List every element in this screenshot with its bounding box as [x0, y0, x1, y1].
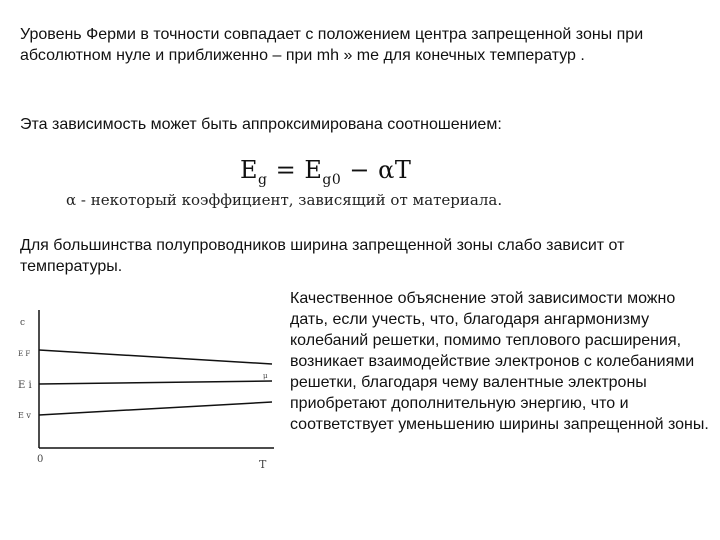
label-ev: E v [18, 411, 31, 420]
line-fermi-level [39, 350, 272, 364]
formula-lhs-sub: g [258, 171, 268, 188]
formula-rest: − αT [341, 156, 412, 184]
paragraph-temperature-dependence: Для большинства полупроводников ширина запрещенной зоны слабо зависит от температуры. [20, 237, 625, 275]
label-ef: E F [18, 350, 31, 358]
paragraph-approximation: Эта зависимость может быть аппроксимирована соотношением: [20, 116, 502, 133]
label-mu: μ [263, 372, 268, 380]
formula-lhs: E [240, 156, 259, 184]
energy-temperature-graph [12, 300, 282, 480]
formula-eq: = E [267, 156, 323, 184]
bandgap-formula [240, 156, 411, 188]
paragraph-explanation: Качественное объяснение этой зависимости можно дать, если учесть, что, благодаря ангармонизму колебаний решетки, помимо теплового расширения, возникает взаимодействие электронов с колебаниями решетки, благодаря чему валентные электроны приобретают дополнительную энергию, что и соответствует уменьшению ширины запрещенной зоны. [290, 290, 709, 433]
line-intrinsic-level [39, 381, 272, 384]
paragraph-fermi-level: Уровень Ферми в точности совпадает с положением центра запрещенной зоны при абсолютном нуле и приближенно – при mh » me для конечных температур . [20, 26, 644, 64]
line-valence-band [39, 402, 272, 415]
label-temperature: T [259, 458, 267, 471]
label-origin: 0 [37, 454, 44, 465]
alpha-note: α - некоторый коэффициент, зависящий от материала. [66, 191, 503, 209]
label-ec: c [20, 318, 26, 328]
formula-rhs-sub: g0 [322, 171, 342, 188]
label-ei: E i [18, 380, 32, 391]
